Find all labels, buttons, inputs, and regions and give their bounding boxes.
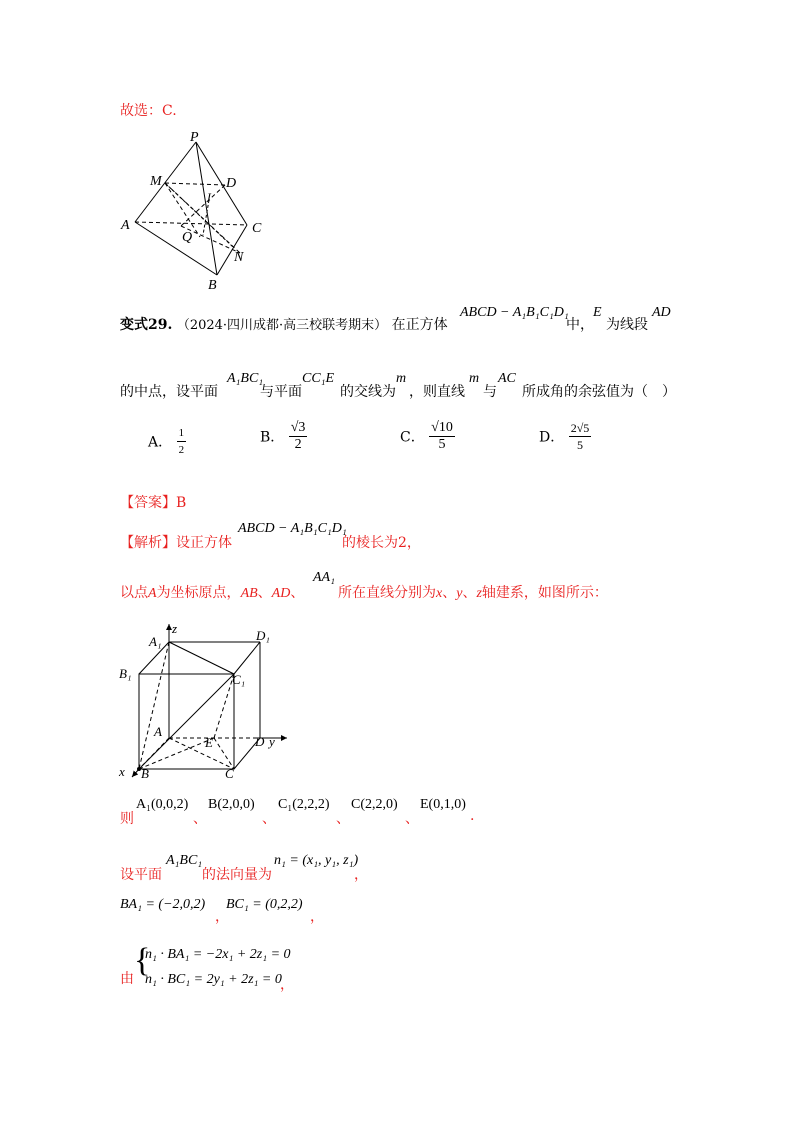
coords-end: .: [470, 808, 475, 824]
normal-text-b: 的法向量为: [202, 867, 272, 883]
normal-text-a: 设平面: [120, 867, 162, 883]
coords-sep-4: 、: [405, 811, 419, 827]
problem-label: 变式29.: [120, 317, 173, 333]
edge-AA1: AA₁: [313, 570, 335, 585]
system-brace: {: [134, 942, 151, 979]
cube-label-y: y: [269, 734, 275, 749]
option-C-fraction: $\frac{√10}{5}$: [431, 420, 453, 452]
analysis-cube-name: ABCD − A₁B₁C₁D₁: [238, 521, 347, 536]
vector-BA1: BA₁ = (−2,0,2): [120, 897, 206, 912]
problem-text-2: 中，: [566, 317, 594, 333]
line-m-1: m: [396, 371, 407, 386]
problem-line-1: [120, 314, 448, 334]
cube-label-A1: A₁: [149, 634, 162, 649]
plane-CC1E: CC₁E: [302, 371, 335, 386]
point-E: E: [593, 305, 602, 320]
problem-line-2e: 与: [483, 384, 497, 400]
coord-sentence-b: 所在直线分别为x、y、z轴建系，如图所示：: [338, 585, 608, 601]
cube-label-C: C: [225, 766, 234, 781]
cube-label-A: A: [154, 724, 162, 739]
problem-line-2f: 所成角的余弦值为（ ）: [522, 384, 676, 400]
vectors-sep: ，: [215, 909, 229, 925]
label-C: C: [252, 221, 262, 236]
label-D: D: [226, 176, 237, 191]
analysis-text: 设正方体: [176, 535, 232, 551]
label-N: N: [234, 250, 244, 265]
cube-label-B: B: [141, 766, 149, 781]
label-P: P: [190, 130, 199, 145]
label-A: A: [121, 218, 130, 233]
problem-line-2a: 的中点，设平面: [120, 384, 218, 400]
cube-name: ABCD − A₁B₁C₁D₁: [460, 305, 569, 320]
problem-line-2d: ，则直线: [409, 384, 465, 400]
normal-vector: n₁ = (x₁, y₁, z₁): [274, 853, 359, 868]
option-C-letter: C．: [400, 429, 425, 446]
vectors-end: ，: [310, 909, 324, 925]
option-D-fraction: $\frac{2√5}{5}$: [570, 421, 590, 452]
problem-line-2c: 的交线为: [340, 384, 396, 400]
point-A1: A₁(0,0,2): [136, 797, 189, 812]
label-Q: Q: [182, 230, 193, 245]
line-m-2: m: [469, 371, 480, 386]
cube-label-E: E: [205, 735, 213, 750]
system-eq-2: n₁ · BC₁ = 2y₁ + 2z₁ = 0: [145, 972, 282, 987]
option-B[interactable]: [260, 420, 307, 453]
problem-line-2b: 与平面: [260, 384, 302, 400]
answer-label: 【答案】B: [120, 495, 187, 511]
line-AC: AC: [498, 371, 516, 386]
label-B: B: [208, 278, 217, 293]
cube-figure: [115, 618, 300, 783]
option-A-fraction: $\frac{1}{2}$: [178, 427, 185, 456]
label-M: M: [150, 174, 162, 189]
coords-sep-3: 、: [336, 811, 350, 827]
analysis-line-1: [120, 532, 232, 552]
normal-end: ，: [354, 867, 368, 883]
problem-source: （2024·四川成都·高三校联考期末）: [176, 318, 388, 333]
option-D-letter: D．: [539, 429, 565, 446]
option-A[interactable]: [148, 425, 186, 458]
point-E: E(0,1,0): [420, 797, 466, 812]
normal-plane: A₁BC₁: [166, 853, 203, 868]
problem-text-3: 为线段: [606, 317, 648, 333]
coords-prefix: 则: [120, 811, 134, 827]
coord-sentence-a: 以点A为坐标原点，AB、AD、: [120, 585, 305, 601]
pyramid-figure: [115, 125, 265, 295]
point-C1: C₁(2,2,2): [278, 797, 330, 812]
option-B-letter: B．: [260, 429, 285, 446]
coords-sep-2: 、: [262, 811, 276, 827]
system-prefix: 由: [120, 971, 134, 987]
point-B: B(2,0,0): [208, 797, 255, 812]
option-C[interactable]: [400, 420, 455, 453]
segment-AD: AD: [652, 305, 671, 320]
cube-label-z: z: [172, 621, 178, 636]
label-I: I: [207, 190, 211, 204]
option-D[interactable]: [539, 420, 591, 453]
select-answer-text: 故选：C.: [120, 103, 177, 119]
point-C: C(2,2,0): [351, 797, 398, 812]
plane-A1BC1: A₁BC₁: [227, 371, 264, 386]
analysis-edge-text: 的棱长为2，: [342, 535, 421, 551]
coords-sep-1: 、: [193, 811, 207, 827]
cube-label-D1: D₁: [256, 628, 270, 643]
cube-label-B1: B₁: [119, 666, 132, 681]
system-eq-1: n₁ · BA₁ = −2x₁ + 2z₁ = 0: [145, 947, 291, 962]
option-A-letter: A．: [148, 434, 173, 451]
cube-label-C1: C₁: [232, 672, 246, 687]
cube-label-D: D: [255, 734, 265, 749]
cube-label-x: x: [119, 764, 125, 779]
system-end: ，: [280, 977, 294, 993]
option-B-fraction: $\frac{√3}{2}$: [290, 420, 306, 452]
analysis-label: 【解析】: [120, 535, 176, 551]
problem-text-1: 在正方体: [391, 317, 448, 333]
vector-BC1: BC₁ = (0,2,2): [226, 897, 303, 912]
